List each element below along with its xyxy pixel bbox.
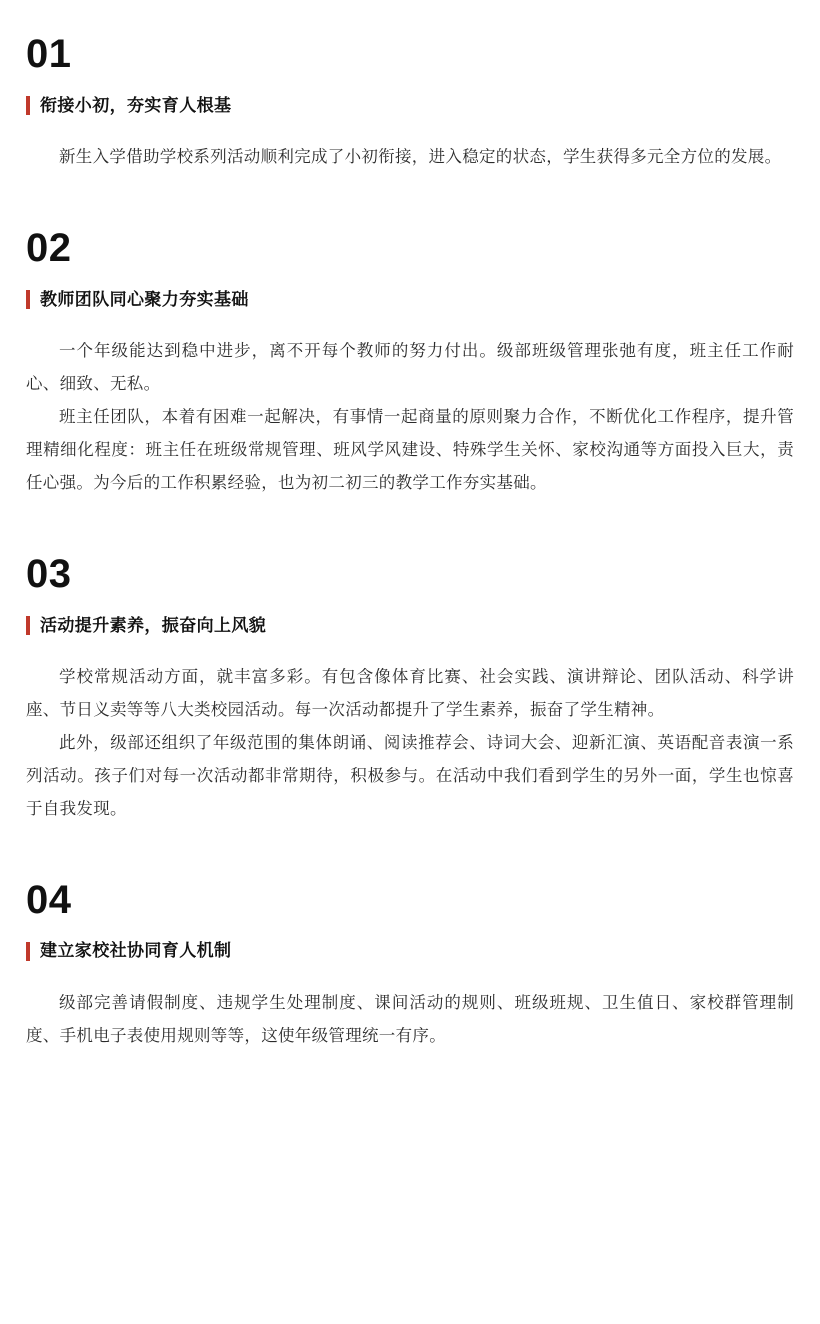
section-heading bbox=[26, 95, 794, 117]
paragraph: 级部完善请假制度、违规学生处理制度、课间活动的规则、班级班规、卫生值日、家校群管理制度、手机电子表使用规则等等，这使年级管理统一有序。 bbox=[26, 993, 794, 1045]
paragraph: 班主任团队，本着有困难一起解决，有事情一起商量的原则聚力合作，不断优化工作程序，提升管理精细化程度：班主任在班级常规管理、班风学风建设、特殊学生关怀、家校沟通等方面投入巨大，责任心强。为今后的工作积累经验，也为初二初三的教学工作夯实基础。 bbox=[26, 407, 794, 492]
section-heading-text: 活动提升素养，振奋向上风貌 bbox=[40, 615, 267, 635]
paragraph: 学校常规活动方面，就丰富多彩。有包含像体育比赛、社会实践、演讲辩论、团队活动、科学讲座、节日义卖等等八大类校园活动。每一次活动都提升了学生素养，振奋了学生精神。 bbox=[26, 667, 794, 719]
section-body bbox=[26, 335, 794, 500]
section-body bbox=[26, 661, 794, 826]
section-heading bbox=[26, 289, 794, 311]
section-body bbox=[26, 141, 794, 174]
accent-bar-icon bbox=[26, 616, 30, 635]
section-body bbox=[26, 987, 794, 1053]
section-number: 04 bbox=[26, 877, 72, 922]
section-number: 03 bbox=[26, 551, 72, 596]
section-heading-text: 衔接小初，夯实育人根基 bbox=[40, 95, 232, 115]
accent-bar-icon bbox=[26, 290, 30, 309]
section-heading bbox=[26, 940, 794, 962]
section-heading bbox=[26, 615, 794, 637]
section-heading-text: 建立家校社协同育人机制 bbox=[40, 941, 232, 961]
section-number: 02 bbox=[26, 225, 72, 270]
accent-bar-icon bbox=[26, 96, 30, 115]
document-section-03 bbox=[26, 552, 794, 826]
document-section-01 bbox=[26, 32, 794, 174]
paragraph: 一个年级能达到稳中进步，离不开每个教师的努力付出。级部班级管理张弛有度，班主任工作耐心、细致、无私。 bbox=[26, 341, 794, 393]
section-heading-text: 教师团队同心聚力夯实基础 bbox=[40, 289, 249, 309]
document-section-04 bbox=[26, 878, 794, 1053]
paragraph: 新生入学借助学校系列活动顺利完成了小初衔接，进入稳定的状态，学生获得多元全方位的发展。 bbox=[59, 147, 782, 166]
section-number: 01 bbox=[26, 32, 72, 76]
accent-bar-icon bbox=[26, 942, 30, 961]
paragraph: 此外，级部还组织了年级范围的集体朗诵、阅读推荐会、诗词大会、迎新汇演、英语配音表演一系列活动。孩子们对每一次活动都非常期待，积极参与。在活动中我们看到学生的另外一面，学生也惊喜于自我发现。 bbox=[26, 733, 794, 818]
document-section-02 bbox=[26, 226, 794, 500]
